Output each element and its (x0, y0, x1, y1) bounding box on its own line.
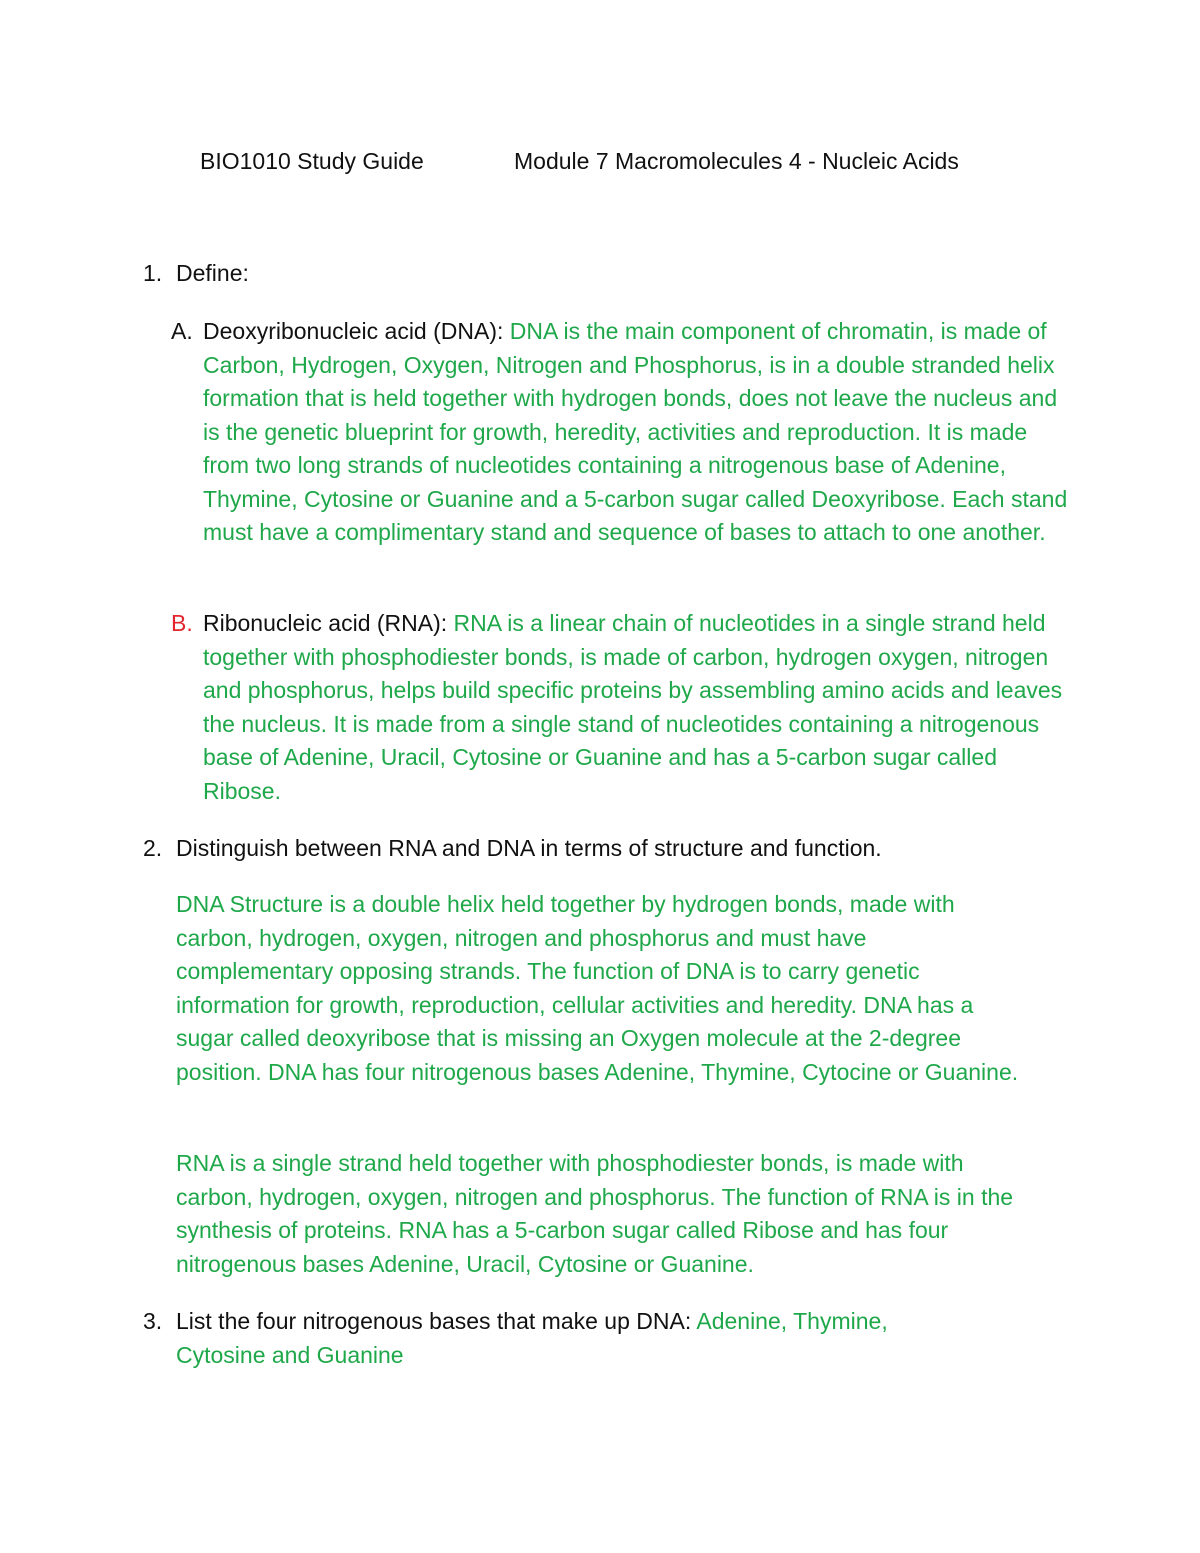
item-letter: B. (171, 610, 193, 636)
question-number: 1. (143, 260, 163, 286)
question-1 (0, 257, 1200, 293)
definition-answer: RNA is a linear chain of nucleotides in a single strand held together with phosphodiester bonds, is made of carbon, hydrogen oxygen, nitrogen and phosphorus, helps build specific proteins by assembling amino acids and leaves the nucleus. It is made from a single stand of nucleotides containing a nitrogenous base of Adenine, Uracil, Cytosine or Guanine and has a 5-carbon sugar called Ribose. (203, 610, 1063, 804)
question-2 (0, 832, 1200, 868)
item-letter: A. (171, 318, 193, 344)
question-prompt (176, 1305, 976, 1372)
answer-text: DNA Structure is a double helix held together by hydrogen bonds, made with carbon, hydrogen, oxygen, nitrogen and phosphorus and must have complementary opposing strands. The function of DNA is to carry genetic information for growth, reproduction, cellular activities and heredity. DNA has a sugar called deoxyribose that is missing an Oxygen molecule at the 2-degree position. DNA has four nitrogenous bases Adenine, Thymine, Cytocine or Guanine. (176, 891, 1019, 1085)
answer-rna-paragraph (0, 1147, 1200, 1287)
question-answer: Adenine, Thymine, Cytosine and Guanine (176, 1308, 888, 1368)
document-header (0, 144, 1200, 178)
question-number: 2. (143, 835, 163, 861)
answer-text: RNA is a single strand held together with phosphodiester bonds, is made with carbon, hydrogen, oxygen, nitrogen and phosphorus. The function of RNA is in the synthesis of proteins. RNA has a 5-carbon sugar called Ribose and has four nitrogenous bases Adenine, Uracil, Cytosine or Guanine. (176, 1150, 1014, 1277)
question-number: 3. (143, 1308, 163, 1334)
definition-text (203, 607, 1073, 808)
question-3 (0, 1305, 1200, 1377)
answer-dna-paragraph (0, 888, 1200, 1128)
question-prompt-text: List the four nitrogenous bases that make up DNA: (176, 1308, 697, 1334)
definition-answer: DNA is the main component of chromatin, is made of Carbon, Hydrogen, Oxygen, Nitrogen and Phosphorus, is in a double stranded helix formation that is held together with hydrogen bonds, does not leave the nucleus and is the genetic blueprint for growth, heredity, activities and reproduction. It is made from two long strands of nucleotides containing a nitrogenous base of Adenine, Thymine, Cytosine or Guanine and a 5-carbon sugar called Deoxyribose. Each stand must have a complimentary stand and sequence of bases to attach to one another. (203, 318, 1068, 545)
module-title: Module 7 Macromolecules 4 - Nucleic Acids (514, 148, 959, 174)
definition-term: Deoxyribonucleic acid (DNA): (203, 318, 510, 344)
definition-text (203, 315, 1073, 550)
definition-dna (0, 315, 1200, 585)
question-prompt: Define: (176, 260, 249, 286)
definition-term: Ribonucleic acid (RNA): (203, 610, 454, 636)
course-title: BIO1010 Study Guide (200, 148, 424, 174)
definition-rna (0, 607, 1200, 817)
question-prompt: Distinguish between RNA and DNA in terms of structure and function. (176, 835, 882, 861)
